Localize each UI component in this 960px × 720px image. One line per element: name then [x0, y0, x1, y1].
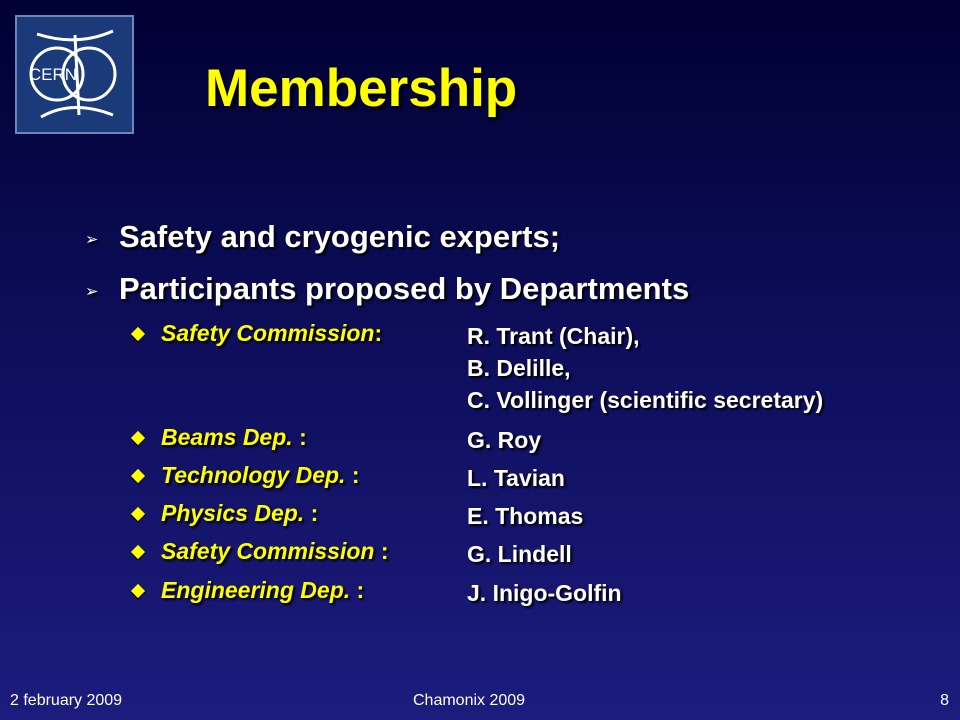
footer-date: 2 february 2009: [10, 692, 123, 709]
bullet-item: [85, 219, 561, 255]
department-label: Safety Commission :: [161, 538, 389, 564]
member-names: R. Trant (Chair), B. Delille, C. Vollinger (scientific secretary): [467, 323, 824, 413]
arrow-bullet-icon: ➢: [85, 283, 99, 301]
department-label: Beams Dep. :: [161, 424, 307, 450]
arrow-bullet-icon: ➢: [85, 231, 99, 249]
diamond-bullet-icon: [131, 431, 145, 445]
member-names: J. Inigo-Golfin: [467, 580, 622, 606]
diamond-bullet-icon: [131, 584, 145, 598]
cern-logo-icon: [17, 17, 132, 132]
diamond-bullet-icon: [131, 507, 145, 521]
bullet-text: Participants proposed by Departments: [119, 271, 690, 306]
department-label: Physics Dep. :: [161, 500, 319, 526]
member-names: G. Roy: [467, 427, 542, 453]
department-label: Engineering Dep. :: [161, 577, 365, 603]
cern-logo: [15, 15, 134, 134]
department-label: Technology Dep. :: [161, 462, 360, 488]
diamond-bullet-icon: [131, 545, 145, 559]
bullet-item: [85, 271, 690, 307]
diamond-bullet-icon: [131, 469, 145, 483]
member-names: G. Lindell: [467, 541, 572, 567]
department-label: Safety Commission:: [161, 320, 383, 346]
slide-title: Membership: [205, 59, 518, 118]
footer-page-number: 8: [940, 692, 949, 709]
footer-event: Chamonix 2009: [413, 692, 526, 709]
member-names: L. Tavian: [467, 465, 565, 491]
logo-text: CERN: [28, 65, 78, 84]
member-names: E. Thomas: [467, 503, 584, 529]
diamond-bullet-icon: [131, 327, 145, 341]
bullet-text: Safety and cryogenic experts;: [119, 219, 561, 254]
